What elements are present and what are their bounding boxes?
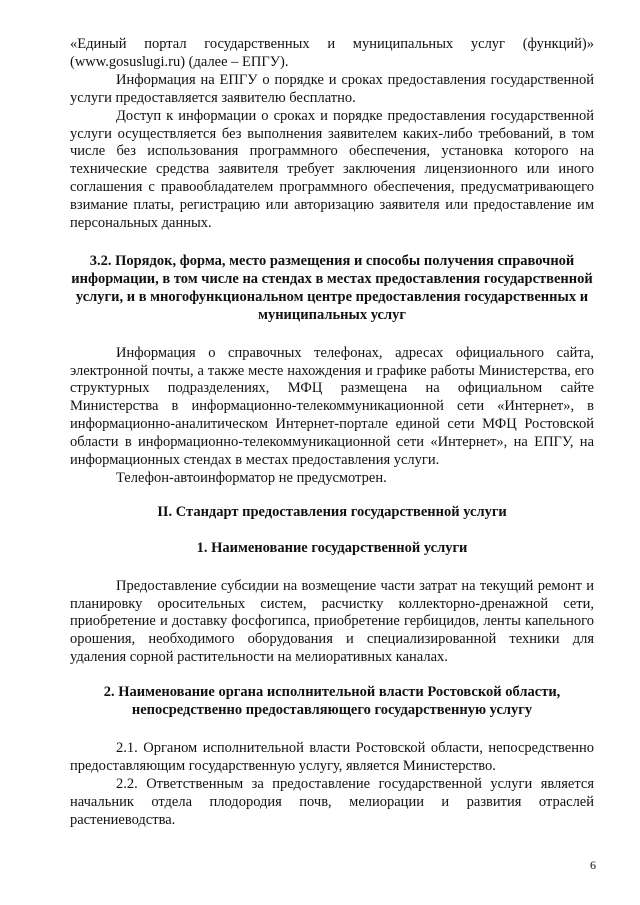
heading-section-2: II. Стандарт предоставления государственной услуги: [157, 503, 507, 520]
heading-3-2: 3.2. Порядок, форма, место размещения и способы получения справочной информации, в том числе на стендах в местах предоставления государственной услуги, и в многофункциональном центре предоставления государственных и муниципальных услуг: [71, 252, 593, 323]
paragraph-epgu-portal: «Единый портал государственных и муниципальных услуг (функций)» (www.gosuslugi.ru) (далее – ЕПГУ).: [70, 36, 594, 70]
heading-1-service-name: 1. Наименование государственной услуги: [196, 539, 468, 556]
paragraph-epgu-info-free: Информация на ЕПГУ о порядке и сроках предоставления государственной услуги предоставляется заявителю бесплатно.: [70, 71, 594, 106]
paragraph-2-2: 2.2. Ответственным за предоставление государственной услуги является начальник отдела плодородия почв, мелиорации и развития отраслей растениеводства.: [70, 775, 594, 828]
document-page: [70, 36, 594, 830]
page-number: 6: [590, 858, 596, 872]
paragraph-2-1: 2.1. Органом исполнительной власти Ростовской области, непосредственно предоставляющим государственную услугу, является Министерство.: [70, 740, 594, 774]
heading-2-authority: 2. Наименование органа исполнительной власти Ростовской области, непосредственно предоставляющего государственную услугу: [103, 684, 561, 719]
paragraph-autoinformer: Телефон-автоинформатор не предусмотрен.: [116, 469, 387, 486]
paragraph-service-name: Предоставление субсидии на возмещение части затрат на текущий ремонт и планировку оросительных систем, расчистку коллекторно-дренажной сети, приобретение и доставку фосфогипса, приобретение гербицидов, ленты капельного орошения, необходимого оборудования и специализированной техники для удаления сорной растительности на мелиоративных каналах.: [70, 577, 594, 666]
paragraph-reference-info: Информация о справочных телефонах, адресах официального сайта, электронной почты, а также месте нахождения и графике работы Министерства, его структурных подразделениях, МФЦ размещена на официальном сайте Министерства в информационно-телекоммуникационной сети «Интернет», в информационно-аналитическом Интернет-портале единой сети МФЦ Ростовской области в информационно-телекоммуникационной сети «Интернет», на ЕПГУ, на информационных стендах в местах предоставления услуги.: [70, 344, 594, 469]
paragraph-access-info: Доступ к информации о сроках и порядке предоставления государственной услуги осуществляется без выполнения заявителем каких-либо требований, в том числе без использования программного обеспечения, установка которого на технические средства заявителя требует заключения лицензионного или иного соглашения с правообладателем программного обеспечения, предусматривающего взимание платы, регистрацию или авторизацию заявителя или предоставление им персональных данных.: [70, 107, 594, 232]
